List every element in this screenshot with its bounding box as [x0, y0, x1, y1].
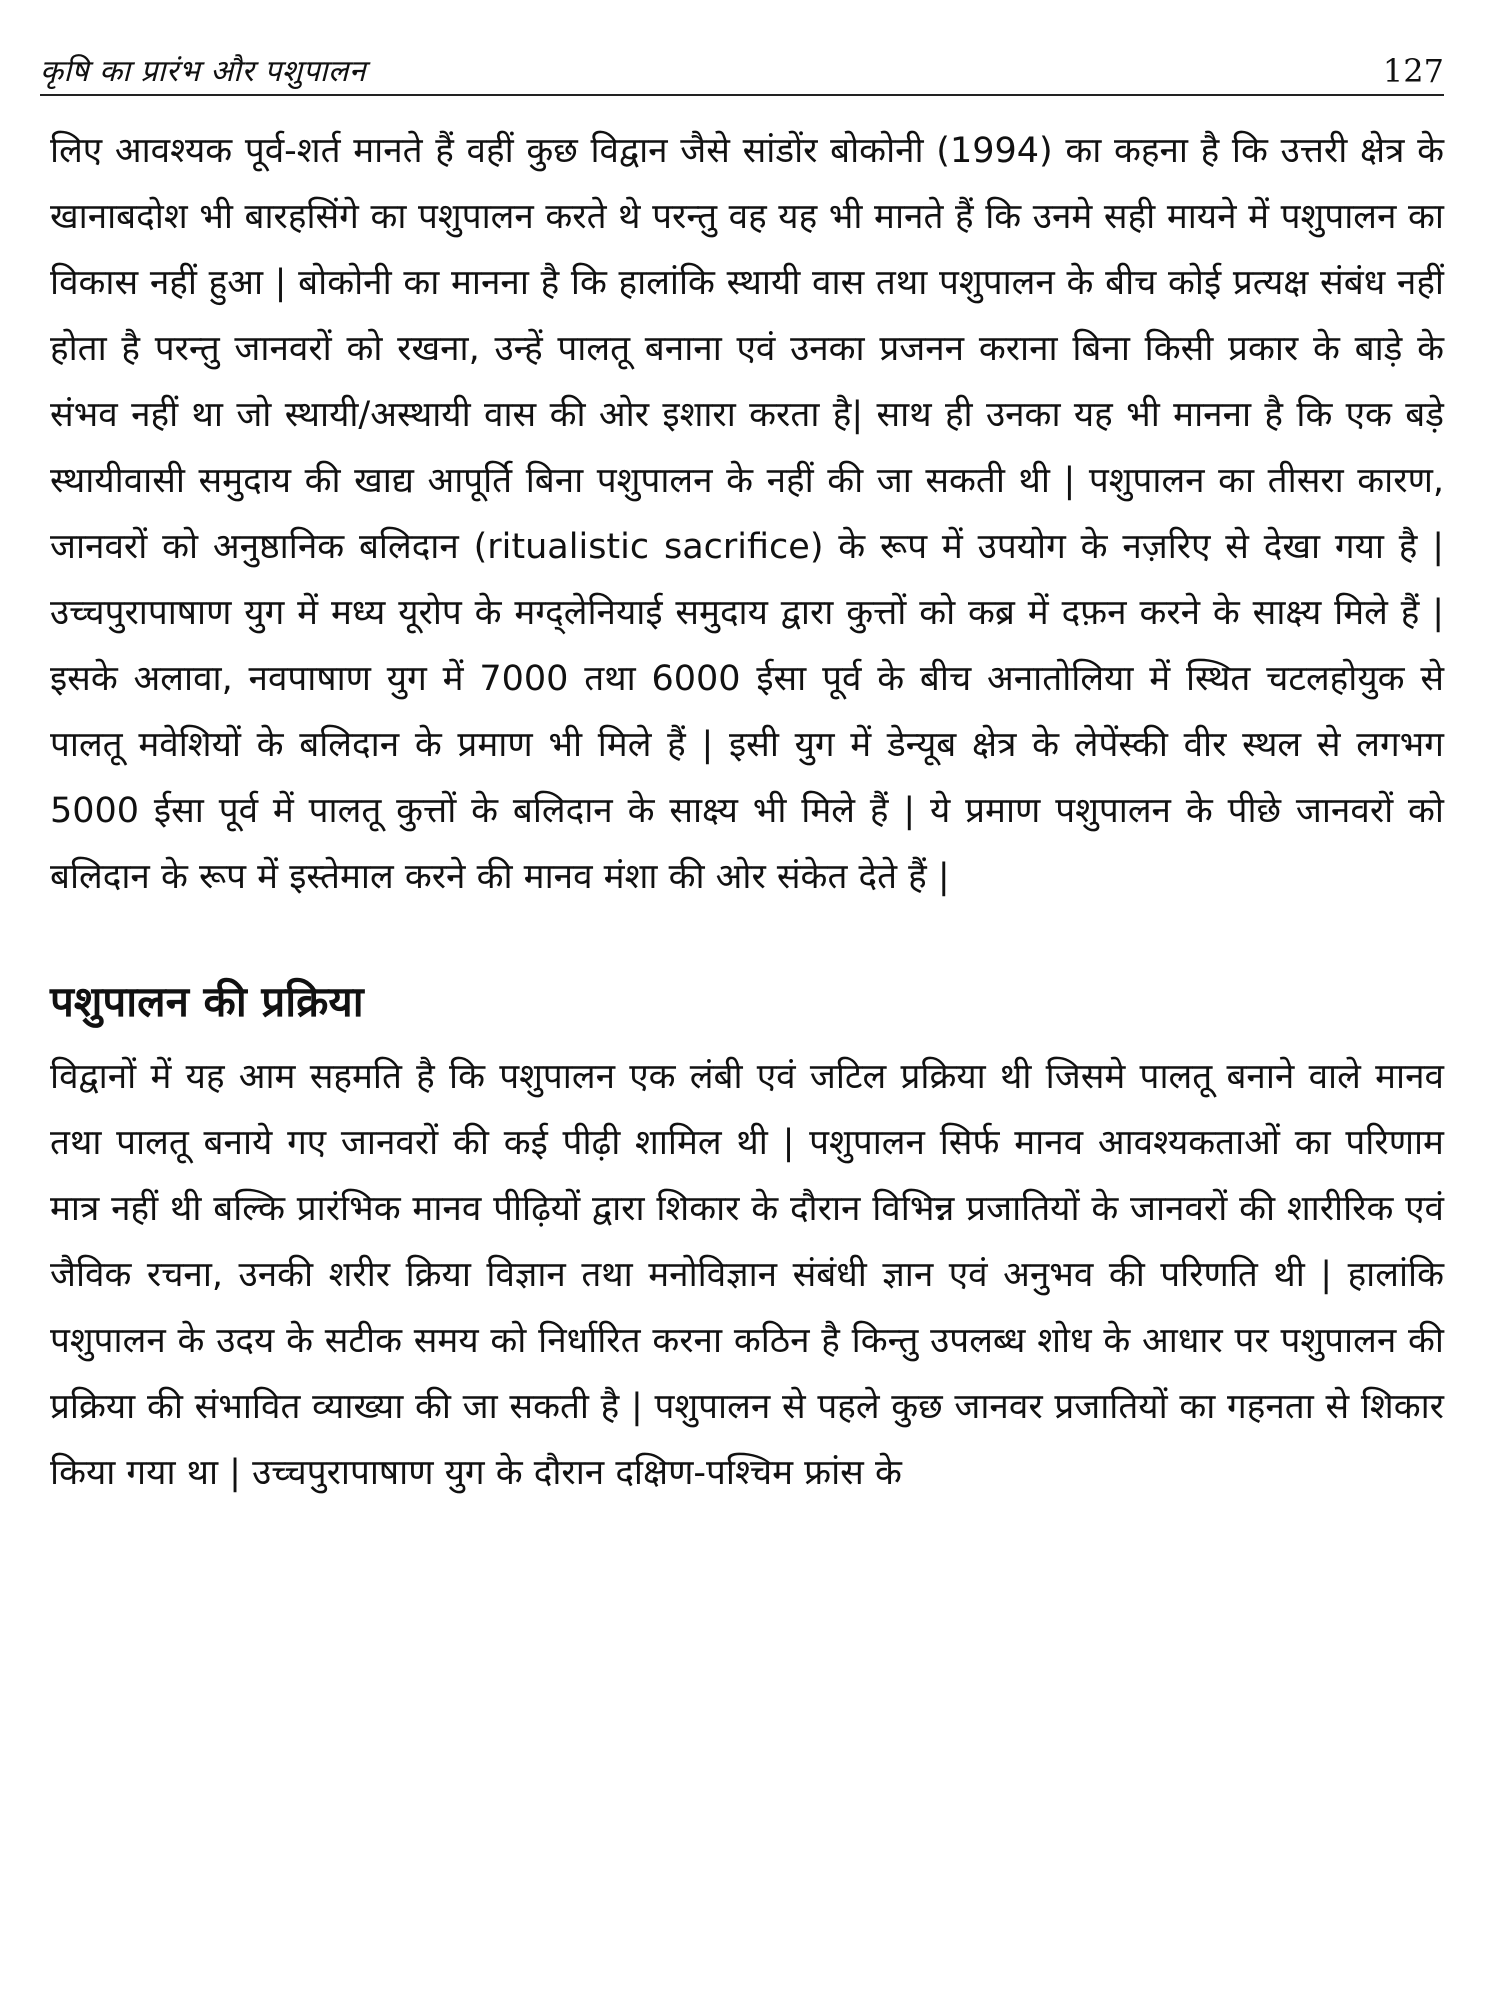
page-number: 127 — [1382, 52, 1444, 90]
running-title: कृषि का प्रारंभ और पशुपालन — [40, 54, 367, 89]
body-paragraph: लिए आवश्यक पूर्व-शर्त मानते हैं वहीं कुछ विद्वान जैसे सांडोंर बोकोनी (1994) का कहना है कि उत्तरी क्षेत्र के खानाबदोश भी बारहसिंगे का पशुपालन करते थे परन्तु वह यह भी मानते हैं कि उनमे सही मायने में पशुपालन का विकास नहीं हुआ | बोकोनी का मानना है कि हालांकि स्थायी वास तथा पशुपालन के बीच कोई प्रत्यक्ष संबंध नहीं होता है परन्तु जानवरों को रखना, उन्हें पालतू बनाना एवं उनका प्रजनन कराना बिना किसी प्रकार के बाड़े के संभव नहीं था जो स्थायी/अस्थायी वास की ओर इशारा करता है| साथ ही उनका यह भी मानना है कि एक बड़े स्थायीवासी समुदाय की खाद्य आपूर्ति बिना पशुपालन के नहीं की जा सकती थी | पशुपालन का तीसरा कारण, जानवरों को अनुष्ठानिक बलिदान (ritualistic sacrifice) के रूप में उपयोग के नज़रिए से देखा गया है | उच्चपुरापाषाण युग में मध्य यूरोप के मग्द्लेनियाई समुदाय द्वारा कुत्तों को कब्र में दफ़न करने के साक्ष्य मिले हैं | इसके अलावा, नवपाषाण युग में 7000 तथा 6000 ईसा पूर्व के बीच अनातोलिया में स्थित चटलहोयुक से पालतू मवेशियों के बलिदान के प्रमाण भी मिले हैं | इसी युग में डेन्यूब क्षेत्र के लेपेंस्की वीर स्थल से लगभग 5000 ईसा पूर्व में पालतू कुत्तों के बलिदान के साक्ष्य भी मिले हैं | ये प्रमाण पशुपालन के पीछे जानवरों को बलिदान के रूप में इस्तेमाल करने की मानव मंशा की ओर संकेत देते हैं | — [50, 131, 1445, 897]
running-header — [40, 38, 1444, 96]
section-heading: पशुपालन की प्रक्रिया — [50, 977, 364, 1026]
body-paragraph: विद्वानों में यह आम सहमति है कि पशुपालन एक लंबी एवं जटिल प्रक्रिया थी जिसमे पालतू बनाने वाले मानव तथा पालतू बनाये गए जानवरों की कई पीढ़ी शामिल थी | पशुपालन सिर्फ मानव आवश्यकताओं का परिणाम मात्र नहीं थी बल्कि प्रारंभिक मानव पीढ़ियों द्वारा शिकार के दौरान विभिन्न प्रजातियों के जानवरों की शारीरिक एवं जैविक रचना, उनकी शरीर क्रिया विज्ञान तथा मनोविज्ञान संबंधी ज्ञान एवं अनुभव की परिणति थी | हालांकि पशुपालन के उदय के सटीक समय को निर्धारित करना कठिन है किन्तु उपलब्ध शोध के आधार पर पशुपालन की प्रक्रिया की संभावित व्याख्या की जा सकती है | पशुपालन से पहले कुछ जानवर प्रजातियों का गहनता से शिकार किया गया था | उच्चपुरापाषाण युग के दौरान दक्षिण-पश्चिम फ्रांस के — [50, 1057, 1444, 1493]
page-body — [50, 118, 1444, 1506]
